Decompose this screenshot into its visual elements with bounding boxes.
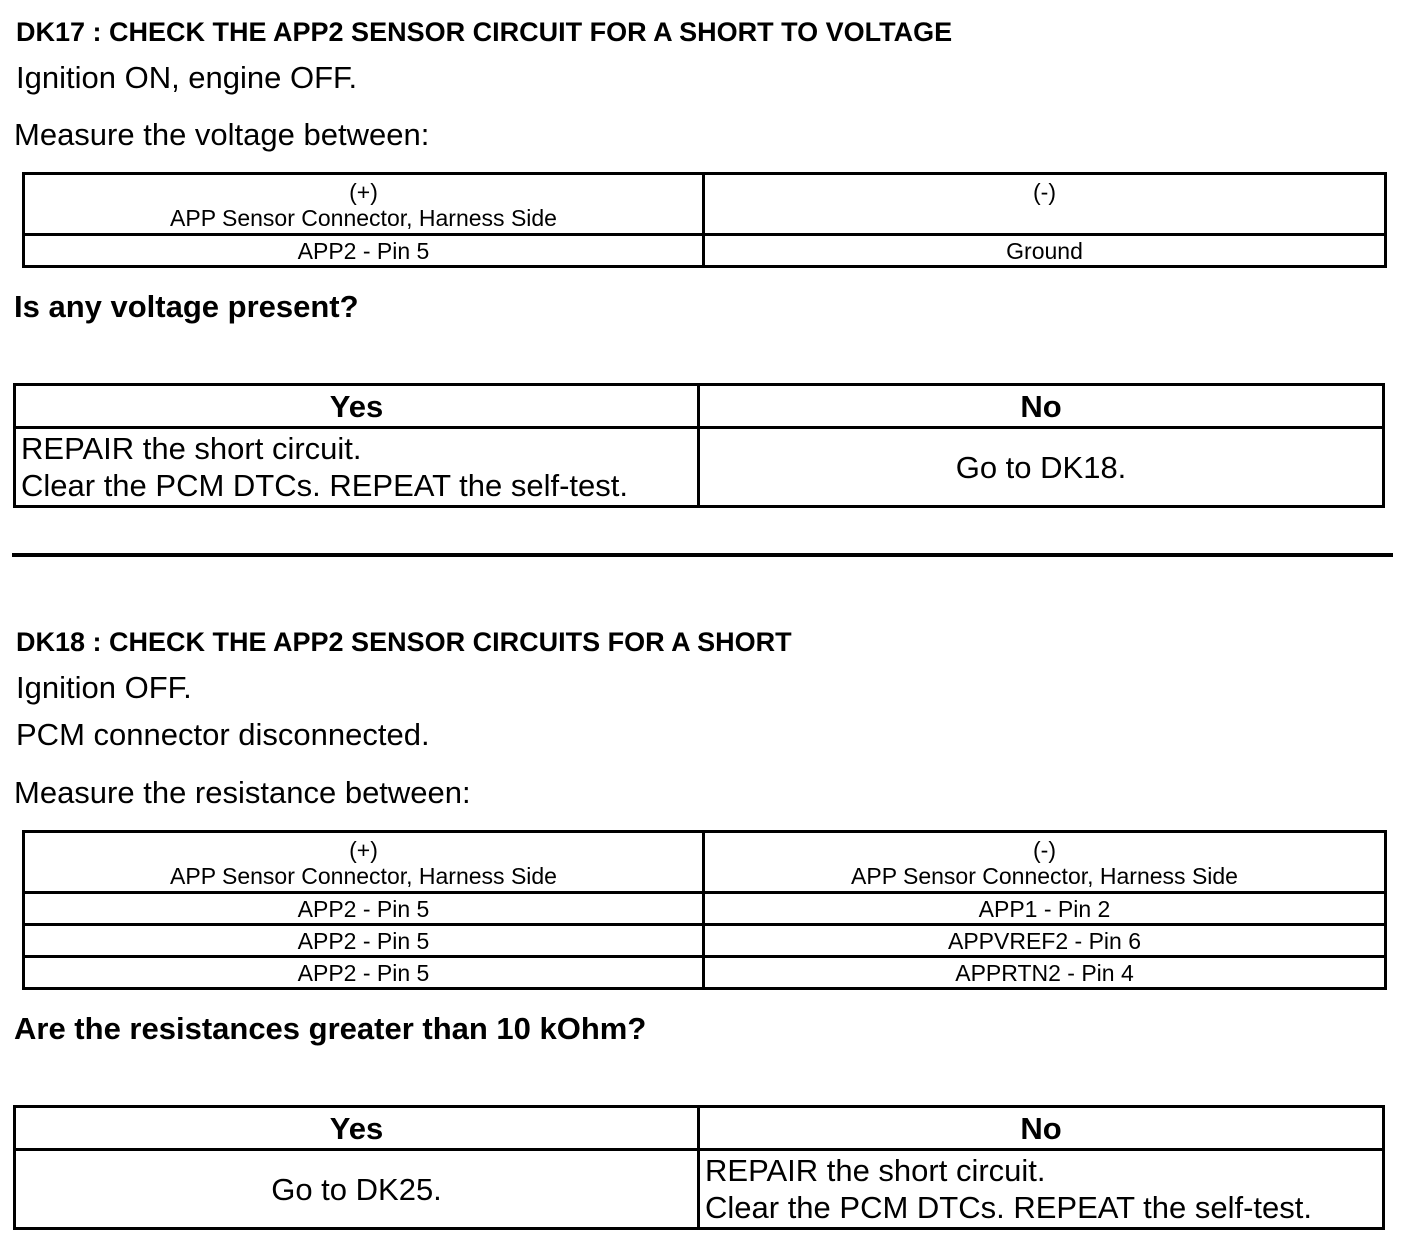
no-header: No bbox=[699, 1107, 1384, 1150]
dk18-title: DK18 : CHECK THE APP2 SENSOR CIRCUITS FOR A SHORT bbox=[16, 627, 792, 657]
table-header-row bbox=[24, 174, 1386, 235]
dk17-title: DK17 : CHECK THE APP2 SENSOR CIRCUIT FOR A SHORT TO VOLTAGE bbox=[16, 17, 953, 47]
dk18-step-connector: PCM connector disconnected. bbox=[16, 717, 430, 752]
dk17-voltage-table bbox=[22, 172, 1387, 268]
section-divider bbox=[12, 553, 1393, 557]
minus-label: (-) bbox=[1033, 179, 1056, 205]
decision-header-row bbox=[15, 385, 1384, 428]
dk18-resistance-table bbox=[22, 830, 1387, 990]
minus-cell: Ground bbox=[704, 235, 1386, 267]
table-row bbox=[24, 893, 1386, 925]
decision-header-row bbox=[15, 1107, 1384, 1150]
minus-cell: APP1 - Pin 2 bbox=[704, 893, 1386, 925]
dk17-step-ignition: Ignition ON, engine OFF. bbox=[16, 60, 358, 95]
dk18-decision-table bbox=[13, 1105, 1385, 1230]
yes-header: Yes bbox=[15, 385, 699, 428]
plus-header-cell bbox=[24, 832, 704, 893]
dk17-decision-table bbox=[13, 383, 1385, 508]
dk17-question: Is any voltage present? bbox=[14, 289, 359, 324]
minus-label: (-) bbox=[1033, 837, 1056, 863]
minus-sub-label: APP Sensor Connector, Harness Side bbox=[851, 863, 1238, 889]
no-header: No bbox=[699, 385, 1384, 428]
no-action-cell: Go to DK18. bbox=[699, 428, 1384, 507]
plus-header-cell bbox=[24, 174, 704, 235]
no-action-line-2: Clear the PCM DTCs. REPEAT the self-test. bbox=[705, 1190, 1312, 1225]
minus-cell: APPRTN2 - Pin 4 bbox=[704, 957, 1386, 989]
plus-cell: APP2 - Pin 5 bbox=[24, 893, 704, 925]
decision-row bbox=[15, 1150, 1384, 1229]
no-action-cell bbox=[699, 1150, 1384, 1229]
yes-action-cell: Go to DK25. bbox=[15, 1150, 699, 1229]
plus-cell: APP2 - Pin 5 bbox=[24, 235, 704, 267]
plus-label: (+) bbox=[349, 837, 378, 863]
yes-action-line-1: REPAIR the short circuit. bbox=[21, 431, 362, 466]
yes-action-cell bbox=[15, 428, 699, 507]
dk18-question: Are the resistances greater than 10 kOhm? bbox=[14, 1011, 647, 1046]
dk18-measure-instruction: Measure the resistance between: bbox=[14, 775, 471, 810]
minus-header-cell bbox=[704, 174, 1386, 235]
no-action-line-1: REPAIR the short circuit. bbox=[705, 1153, 1046, 1188]
minus-header-cell bbox=[704, 832, 1386, 893]
plus-cell: APP2 - Pin 5 bbox=[24, 925, 704, 957]
decision-row bbox=[15, 428, 1384, 507]
table-row bbox=[24, 925, 1386, 957]
dk17-measure-instruction: Measure the voltage between: bbox=[14, 117, 430, 152]
minus-cell: APPVREF2 - Pin 6 bbox=[704, 925, 1386, 957]
table-row bbox=[24, 957, 1386, 989]
table-row bbox=[24, 235, 1386, 267]
plus-sub-label: APP Sensor Connector, Harness Side bbox=[170, 863, 557, 889]
plus-label: (+) bbox=[349, 179, 378, 205]
dk18-step-ignition: Ignition OFF. bbox=[16, 670, 192, 705]
yes-action-line-2: Clear the PCM DTCs. REPEAT the self-test. bbox=[21, 468, 628, 503]
plus-sub-label: APP Sensor Connector, Harness Side bbox=[170, 205, 557, 231]
table-header-row bbox=[24, 832, 1386, 893]
plus-cell: APP2 - Pin 5 bbox=[24, 957, 704, 989]
yes-header: Yes bbox=[15, 1107, 699, 1150]
